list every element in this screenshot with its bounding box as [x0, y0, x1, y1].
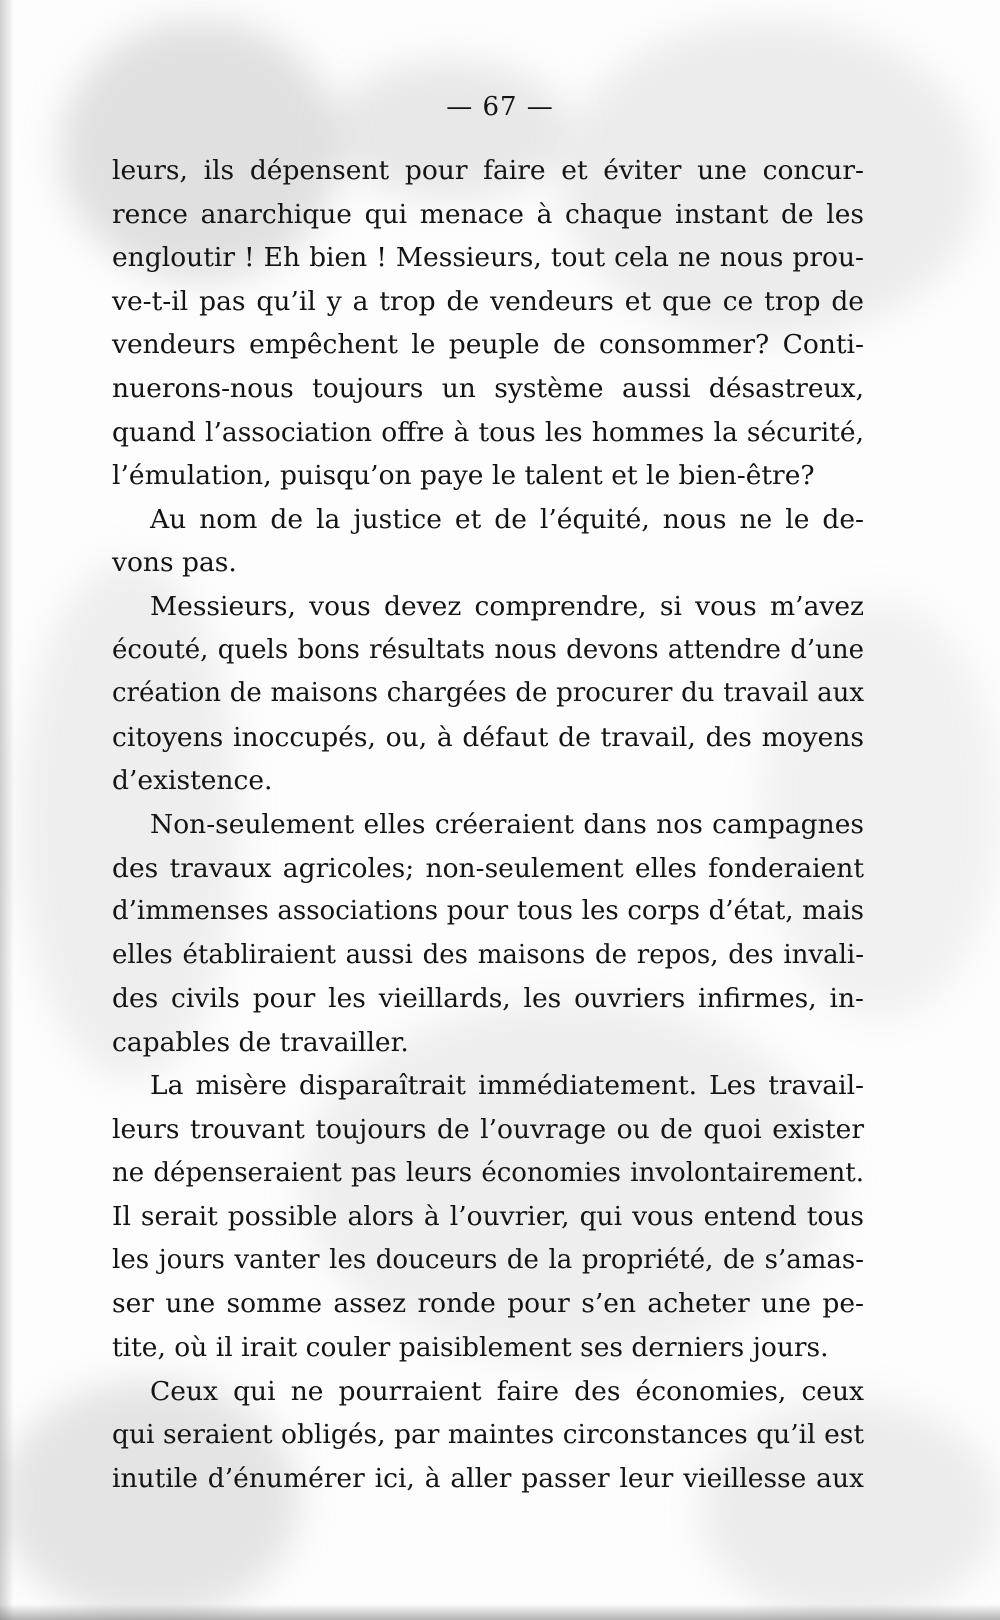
text-line: citoyens inoccupés, ou, à défaut de travail, des moyens: [112, 721, 864, 753]
text-line: vendeurs empêchent le peuple de consommer? Conti-: [112, 329, 864, 361]
text-line: capables de travailler.: [112, 1026, 409, 1058]
text-line: ser une somme assez ronde pour s’en acheter une pe-: [112, 1288, 864, 1320]
text-line: des travaux agricoles; non-seulement elles fonderaient: [112, 852, 864, 884]
text-line: La misère disparaîtrait immédiatement. Les travail-: [150, 1070, 864, 1102]
text-line: Messieurs, vous devez comprendre, si vous m’avez: [150, 590, 864, 622]
text-line: inutile d’énumérer ici, à aller passer leur vieillesse aux: [112, 1462, 864, 1494]
text-line: quand l’association offre à tous les hommes la sécurité,: [112, 416, 864, 448]
page-edge-shadow: [0, 1604, 1000, 1620]
body-text: [112, 149, 864, 1500]
text-line: nuerons-nous toujours un système aussi désastreux,: [112, 372, 864, 404]
text-line: d’existence.: [112, 765, 273, 797]
text-line: elles établiraient aussi des maisons de repos, des invali-: [112, 939, 864, 970]
page-edge-shadow: [0, 0, 14, 1620]
text-line: Non-seulement elles créeraient dans nos campagnes: [150, 808, 864, 840]
text-line: ne dépenseraient pas leurs économies involontairement.: [112, 1157, 864, 1188]
text-line: d’immenses associations pour tous les corps d’état, mais: [112, 896, 864, 927]
page-number: — 67 —: [446, 92, 554, 122]
text-line: qui seraient obligés, par maintes circonstances qu’il est: [112, 1419, 864, 1451]
text-line: vons pas.: [112, 547, 237, 579]
text-line: rence anarchique qui menace à chaque instant de les: [112, 198, 864, 230]
text-line: Au nom de la justice et de l’équité, nous ne le de-: [150, 503, 864, 535]
text-line: leurs, ils dépensent pour faire et éviter une concur-: [112, 155, 864, 186]
text-line: Il serait possible alors à l’ouvrier, qui vous entend tous: [112, 1201, 864, 1233]
text-line: écouté, quels bons résultats nous devons attendre d’une: [112, 634, 864, 665]
text-line: tite, où il irait couler paisiblement ses derniers jours.: [112, 1332, 829, 1364]
text-line: leurs trouvant toujours de l’ouvrage ou de quoi exister: [112, 1114, 864, 1146]
text-line: Ceux qui ne pourraient faire des économies, ceux: [150, 1375, 864, 1407]
text-line: création de maisons chargées de procurer du travail aux: [112, 678, 864, 709]
text-line: des civils pour les vieillards, les ouvriers infirmes, in-: [112, 983, 864, 1015]
text-line: les jours vanter les douceurs de la propriété, de s’amas-: [112, 1244, 864, 1275]
text-line: engloutir ! Eh bien ! Messieurs, tout cela ne nous prou-: [112, 242, 864, 274]
text-line: ve-t-il pas qu’il y a trop de vendeurs et que ce trop de: [112, 285, 864, 317]
text-line: l’émulation, puisqu’on paye le talent et le bien-être?: [112, 460, 815, 492]
